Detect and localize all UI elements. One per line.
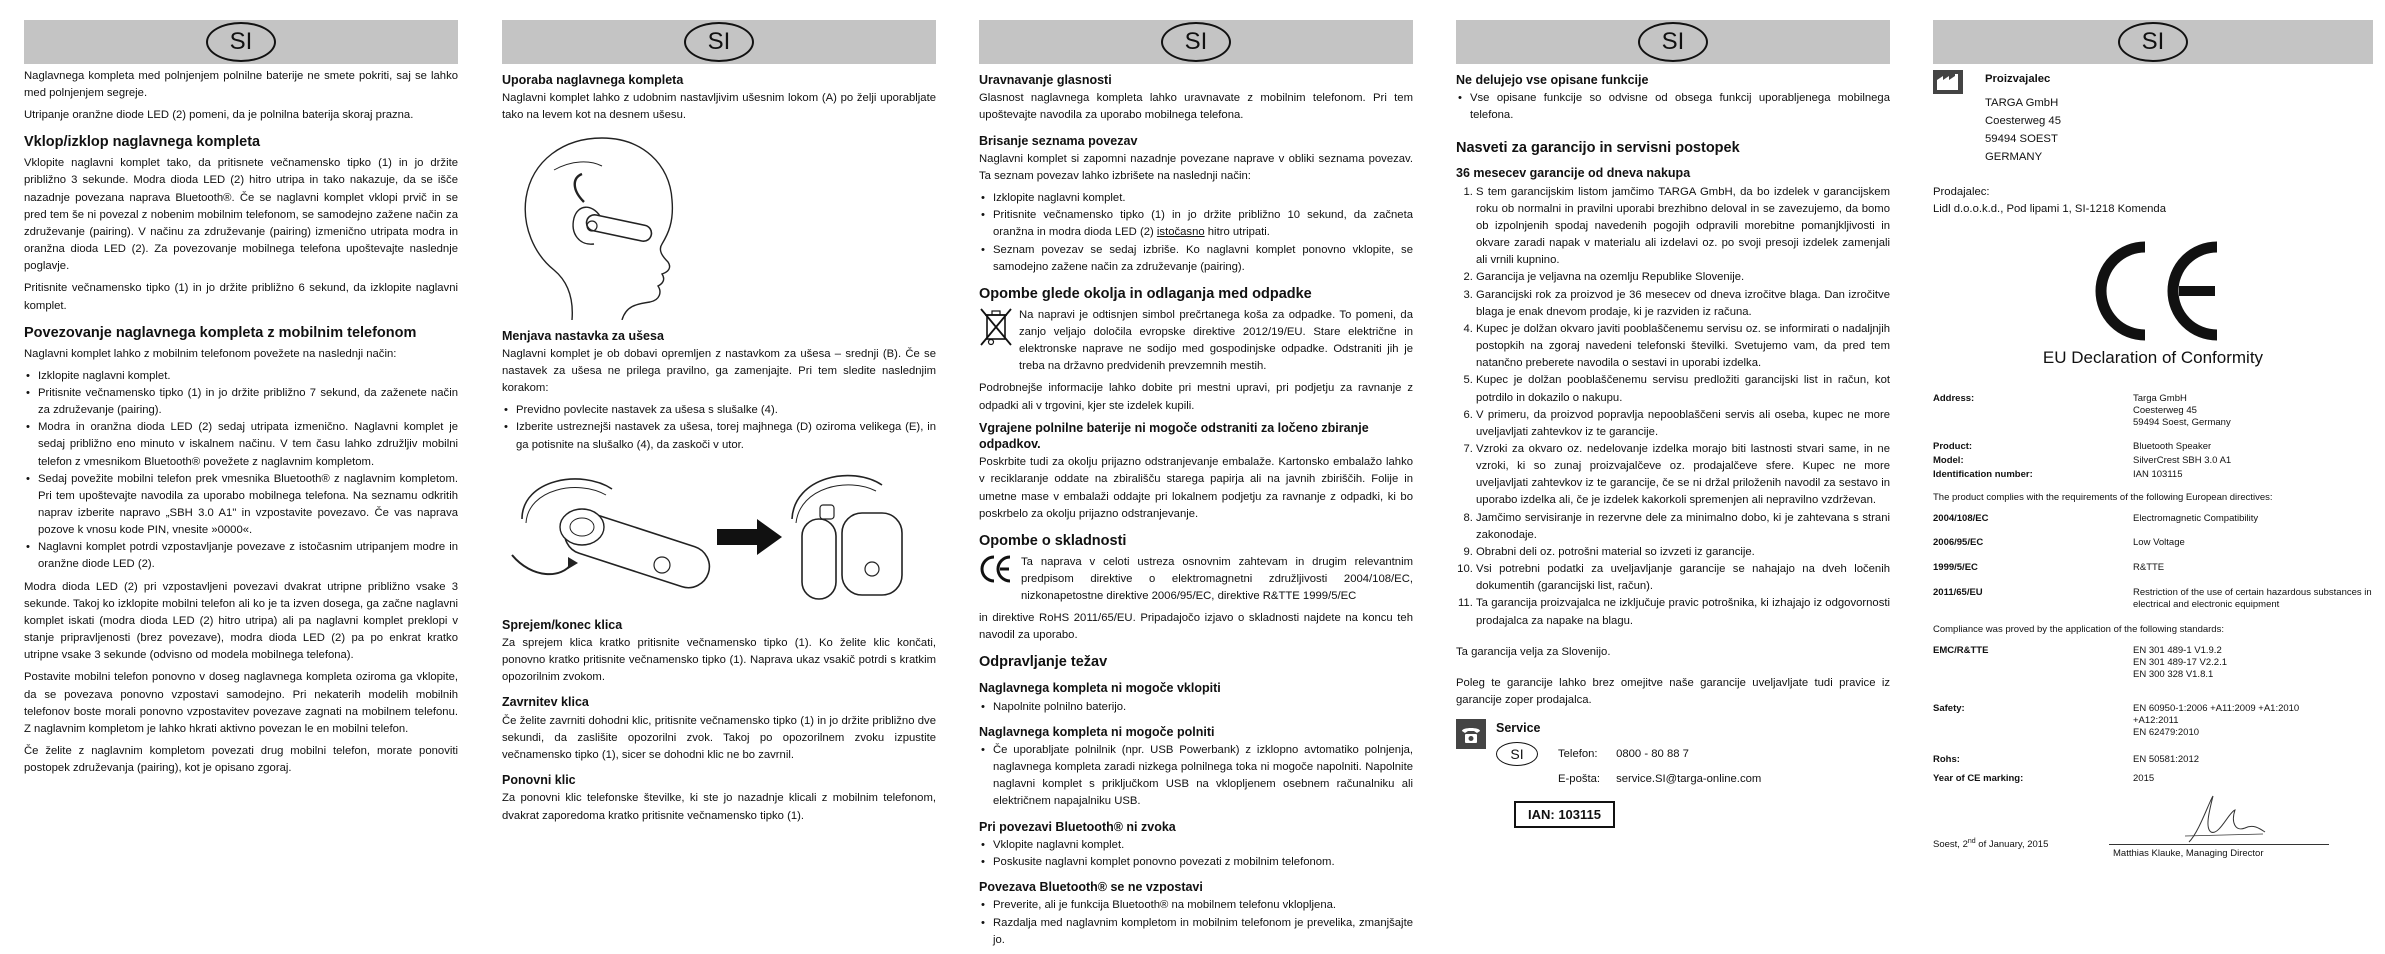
paragraph: Ta naprava v celoti ustreza osnovnim zahtevam in drugim relevantnim predpisom direktive o elektromagnetni združljivosti 2004/108/EC, nizkonapetostne direktive 2006/95/EC, direktive R&TTE 1999/5/EC [1021, 555, 1413, 602]
paragraph: Podrobnejše informacije lahko dobite pri mestni upravi, pri podjetju za ravnanje z odpadki ali v trgovini, kjer ste izdelek kupili. [979, 382, 1413, 412]
bullet-list [979, 699, 1413, 716]
list-item: • Razdalja med naglavnim kompletom in mobilnim telefonom je prevelika, zmanjšajte jo. [993, 915, 1413, 949]
rohs-label: Rohs: [1933, 754, 1960, 766]
service-title: Service [1496, 721, 1541, 736]
manufacturer-details [1985, 70, 2061, 166]
table-row [1933, 440, 2373, 454]
service-details [1496, 719, 1777, 794]
ce-mark-icon [2083, 241, 2223, 341]
year-value: 2015 [2133, 772, 2155, 784]
model-label: Model: [1933, 454, 1964, 466]
text-run: of January, 2015 [1975, 838, 2049, 850]
paragraph: Vklopite naglavni komplet tako, da pritisnete večnamensko tipko (1) in jo držite približno 3 sekunde. Modra dioda LED (2) hitro utripa in tako nakazuje, da se išče nazadnje povezana naprava Bluetooth®. Če se naglavni komplet vklopi prvič in se pred tem še ni povezal z nobenim mobilnim telefonom, se samodejno zažene način za združevanje (pairing). V načinu za združevanje (pairing) izmenično utripata modra in oranžna dioda LED (2). Za povezovanje mobilnega telefona upoštevajte naslednje poglavje. [24, 157, 458, 273]
paragraph: Za sprejem klica kratko pritisnite večnamensko tipko (1). Ko želite klic končati, ponovno kratko pritisnite večnamensko tipko (1). Naprava ukaz vsakič potrdi s kratkim opozorilnim zvokom. [502, 637, 936, 684]
column-4 [1456, 20, 1890, 950]
section-heading: Uporaba naglavnega kompleta [502, 73, 684, 87]
product-value: Bluetooth Speaker [2133, 441, 2212, 453]
language-badge: SI [684, 22, 754, 62]
directive-code: 2011/65/EU [1933, 587, 1983, 599]
language-badge: SI [1638, 22, 1708, 62]
table-row [1933, 454, 2373, 468]
text-run: Soest, 2 [1933, 838, 1968, 850]
email-value: service.SI@targa-online.com [1616, 773, 1762, 786]
language-badge: SI [1161, 22, 1231, 62]
list-item: • Vse opisane funkcije so odvisne od obsega funkcij uporabljenega mobilnega telefona. [1470, 90, 1890, 124]
signature-block [1933, 792, 2373, 862]
ce-mark-icon [979, 554, 1013, 584]
subsection-heading: 36 mesecev garancije od dneva nakupa [1456, 166, 1691, 181]
ce-mark-large [1933, 241, 2373, 341]
paragraph: Naglavni komplet je ob dobavi opremljen z nastavkom za ušesa – srednji (B). Če se nastavek za ušesa ne prilega pravilno, ga zamenjajte. Pri tem sledite naslednjim korakom: [502, 347, 936, 395]
email-label: E-pošta: [1558, 773, 1601, 786]
standard-line: EN 62479:2010 [2133, 727, 2200, 739]
column-5 [1933, 20, 2373, 950]
standard-line: EN 301 489-17 V2.2.1 [2133, 656, 2228, 668]
text-run: Pritisnite večnamensko tipko (1) in jo držite približno 10 sekund, da začneta oranžna in modra dioda LED (2) [993, 209, 1413, 239]
paragraph: Za ponovni klic telefonske številke, ki ste jo nazadnje klicali z mobilnim telefonom, dvakrat zaporedoma kratko pritisnite večnamensko tipko (1). [502, 792, 936, 822]
address-line: Coesterweg 45 [2133, 405, 2197, 417]
list-item: 1. S tem garancijskim listom jamčimo TARGA GmbH, da bo izdelek v garancijskem roku ob normalni in pravilni uporabi brezhibno deloval in se zavezujemo, da bomo ob izpolnjenih spodaj navedenih pogojih odpravili morebitne pomanjkljivosti in okvare zaradi napak v materialu ali izdelavi oz. po svoji presoji izdelek zamenjali ali vrnili kupnino. [1476, 184, 1890, 270]
declaration-title: EU Declaration of Conformity [2042, 347, 2264, 367]
subsection-heading: Pri povezavi Bluetooth® ni zvoka [979, 819, 1176, 834]
ear-tip-change-illustration [502, 459, 936, 609]
crossed-bin-icon [979, 307, 1013, 349]
list-item: 11. Ta garancija proizvajalca ne izključuje pravic potrošnika, ki izhajajo iz odgovornosti prodajalca za napake na blagu. [1476, 595, 1890, 629]
year-label: Year of CE marking: [1933, 772, 2024, 784]
address-line: 59494 Soest, Germany [2133, 417, 2231, 429]
paragraph: Naglavni komplet lahko z udobnim nastavljivim ušesnim lokom (A) po želji uporabljate tako na levem kot na desnem ušesu. [502, 92, 936, 122]
list-item: 9. Obrabni deli oz. potrošni material so izvzeti iz garancije. [1476, 544, 1890, 561]
disposal-row [979, 307, 1413, 381]
service-contact-table [1556, 742, 1777, 794]
factory-icon [1933, 70, 1963, 94]
manufacturer-label: Proizvajalec [1985, 73, 2051, 85]
paragraph: Postavite mobilni telefon ponovno v doseg naglavnega kompleta oziroma ga vklopite, da se povezava ponovno vzpostavi samodejno. Pri nekaterih modelih mobilnih telefonov boste morali ponovno vzpostavitev povezave zagnati na mobilnem telefonu. Z naglavnim kompletom je lahko hkrati aktivno povezan le en mobilni telefon. [24, 671, 458, 735]
section-heading: Zavrnitev klica [502, 695, 589, 710]
manufacturer-line: 59494 SOEST [1985, 133, 2058, 146]
language-badge: SI [2118, 22, 2188, 62]
directive-name: Low Voltage [2133, 537, 2185, 549]
address-label: Address: [1933, 393, 1975, 405]
identification-value: IAN 103115 [2133, 468, 2183, 480]
subsection-heading: Naglavnega kompleta ni mogoče polniti [979, 724, 1215, 739]
signer-name: Matthias Klauke, Managing Director [2113, 847, 2264, 859]
list-item: • Preverite, ali je funkcija Bluetooth® na mobilnem telefonu vklopljena. [993, 897, 1413, 914]
list-item: 2. Garancija je veljavna na ozemlju Republike Slovenije. [1476, 269, 1890, 286]
seller-label: Prodajalec: [1933, 186, 1990, 199]
bullet-list [979, 897, 1413, 948]
column-1 [24, 20, 458, 950]
manufacturer-line: GERMANY [1985, 151, 2043, 164]
paragraph: in direktive RoHS 2011/65/EU. Pripadajočo izjavo o skladnosti najdete na koncu teh navodil za uporabo. [979, 612, 1413, 642]
table-row [1933, 550, 2373, 575]
country-badge: SI [1496, 742, 1538, 766]
warranty-list [1456, 184, 1890, 630]
bullet-list [979, 742, 1413, 811]
phone-value: 0800 - 80 88 7 [1616, 748, 1689, 761]
phone-label: Telefon: [1558, 748, 1598, 761]
table-row [1933, 681, 2373, 740]
declaration-address-table [1933, 392, 2373, 430]
table-row [1558, 744, 1775, 767]
language-header [502, 20, 936, 64]
subsection-heading: Naglavnega kompleta ni mogoče vklopiti [979, 681, 1221, 696]
declaration-body [1933, 392, 2373, 861]
compliance-proved-text: Compliance was proved by the application of the following standards: [1933, 623, 2224, 635]
paragraph: Pritisnite večnamensko tipko (1) in jo držite približno 6 sekund, da izklopite naglavni komplet. [24, 282, 458, 312]
language-header [24, 20, 458, 64]
service-contact-row [1496, 742, 1777, 794]
address-line: Targa GmbH [2133, 393, 2187, 405]
text-run: nd [1967, 837, 1976, 845]
address-value [2133, 392, 2373, 430]
section-heading: Menjava nastavka za ušesa [502, 328, 664, 343]
paragraph: Utripanje oranžne diode LED (2) pomeni, da je polnilna baterija skoraj prazna. [24, 109, 414, 122]
standard-line: EN 301 489-1 V1.9.2 [2133, 644, 2222, 656]
list-item: • Naglavni komplet potrdi vzpostavljanje povezave z istočasnim utripanjem modre in oranžne diode LED (2). [38, 539, 458, 573]
handwritten-signature [2179, 792, 2269, 848]
list-item: 3. Garancijski rok za proizvod je 36 mesecev od dneva izročitve blaga. Dan izročitve blaga je enak dnevom prodaje, ki je razviden iz računa. [1476, 287, 1890, 321]
emc-value [2133, 644, 2373, 682]
section-heading: Sprejem/konec klica [502, 617, 623, 632]
paragraph: Naglavni komplet si zapomni nazadnje povezane naprave v obliki seznama povezav. Ta seznam povezav lahko izbrišete na naslednji način: [979, 152, 1413, 182]
safety-value [2133, 681, 2373, 740]
ian-box: IAN: 103115 [1514, 801, 1615, 829]
list-item: • Vklopite naglavni komplet. [993, 837, 1413, 854]
list-item: 7. Vzroki za okvaro oz. nedelovanje izdelka morajo biti lastnosti stvari same, in ne vzroki, ki so zunaj proizvajalčeve oz. prodajalčeve sfere. Kupec ne more uveljavljati zahtevkov iz te garancije, če se ni držal priloženih navodil za sestavo in uporabo izdelka ali, če je izdelek kakorkoli spremenjen ali nepravilno vzdrževan. [1476, 441, 1890, 510]
list-item: 10. Vsi potrebni podatki za uveljavljanje garancije se nahajajo na dveh ločenih dokumentih (garancijski list, račun). [1476, 561, 1890, 595]
paragraph: Naglavnega kompleta med polnjenjem polnilne baterije ne smete pokriti, saj se lahko med polnjenjem segreje. [24, 70, 458, 100]
directive-code: 2006/95/EC [1933, 537, 1984, 549]
language-badge: SI [206, 22, 276, 62]
subsection-heading: Povezava Bluetooth® se ne vzpostavi [979, 880, 1203, 895]
section-heading: Ponovni klic [502, 773, 576, 788]
bullet-list [1456, 90, 1890, 124]
phone-icon [1456, 719, 1486, 749]
list-item: • Izklopite naglavni komplet. [993, 190, 1413, 207]
standard-line: +A12:2011 [2133, 715, 2179, 727]
list-item: • Če uporabljate polnilnik (npr. USB Powerbank) z izklopno avtomatiko polnjenja, naglavnega kompleta zaradi nizkega polnilnega toka ni mogoče napolniti. Napolnite naglavni komplet s priključkom USB na vklopljenem osebnem računalniku ali električnem napajalniku USB. [993, 742, 1413, 811]
service-block [1456, 719, 1890, 794]
list-item: • Poskusite naglavni komplet ponovno povezati z mobilnim telefonom. [993, 854, 1413, 871]
signature-line [2109, 844, 2329, 845]
table-row [1933, 740, 2373, 767]
standard-line: EN 300 328 V1.8.1 [2133, 668, 2214, 680]
directive-name: Restriction of the use of certain hazardous substances in electrical and electronic equipment [2133, 587, 2372, 611]
column-2 [502, 20, 936, 950]
section-heading: Brisanje seznama povezav [979, 133, 1138, 148]
section-heading: Vklop/izklop naglavnega kompleta [24, 134, 261, 151]
list-item: • Izklopite naglavni komplet. [38, 368, 458, 385]
section-heading: Nasveti za garancijo in servisni postopek [1456, 139, 1740, 156]
directive-code: 1999/5/EC [1933, 562, 1978, 574]
manufacturer-block [1933, 70, 2373, 166]
paragraph: Če želite zavrniti dohodni klic, pritisnite večnamensko tipko (1) in jo držite približno dve sekundi, da zaslišite opozorilni zvok. Takoj po opozorilnem zvoku izpustite večnamensko tipko (1), sicer se dohodni klic ne bo zavrnil. [502, 714, 936, 762]
list-item: • Previdno povlecite nastavek za ušesa s slušalke (4). [516, 402, 936, 419]
list-item: 6. V primeru, da proizvod popravlja nepooblaščeni servis ali oseba, kupec ne more uveljavljati zahtevkov iz te garancije. [1476, 407, 1890, 441]
list-item: • Napolnite polnilno baterijo. [993, 699, 1413, 716]
head-wearing-headset-illustration [502, 130, 702, 320]
section-heading: Opombe glede okolja in odlaganja med odpadke [979, 285, 1312, 302]
paragraph: Naglavni komplet lahko z mobilnim telefonom povežete na naslednji način: [24, 347, 397, 360]
section-heading: Vgrajene polnilne baterije ni mogoče odstraniti za ločeno zbiranje odpadkov. [979, 420, 1369, 451]
manufacturer-line: TARGA GmbH [1985, 97, 2059, 110]
section-heading: Odpravljanje težav [979, 654, 1108, 671]
list-item: • Izberite ustreznejši nastavek za ušesa, torej majhnega (D) oziroma velikega (E), in ga potisnite na slušalko (4), da zaskoči v utor. [516, 419, 936, 453]
paragraph: Poleg te garancije lahko brez omejitve naše garancije uveljavljate tudi pravice iz garancije zoper prodajalca. [1456, 676, 1890, 707]
list-item: • Seznam povezav se sedaj izbriše. Ko naglavni komplet ponovno vklopite, se samodejno zažene način za združevanje (pairing). [993, 242, 1413, 276]
language-header [979, 20, 1413, 64]
product-label: Product: [1933, 441, 1973, 453]
place-date [1933, 838, 2048, 851]
table-row [1933, 468, 2373, 482]
seller-value: Lidl d.o.o.k.d., Pod lipami 1, SI-1218 Komenda [1933, 203, 2166, 216]
language-header [1933, 20, 2373, 64]
table-row [1933, 392, 2373, 430]
section-heading: Opombe o skladnosti [979, 532, 1127, 549]
standards-table [1933, 644, 2373, 786]
table-row [1558, 769, 1775, 792]
paragraph: Ta garancija velja za Slovenijo. [1456, 645, 1611, 658]
standard-line: EN 60950-1:2006 +A11:2009 +A1:2010 [2133, 703, 2300, 715]
list-item: • Modra in oranžna dioda LED (2) sedaj utripata izmenično. Naglavni komplet je sedaj približno eno minuto v iskalnem načinu. V tem času lahko združljiv mobilni telefon z vmesnikom Bluetooth® povežete z naglavnim kompletom. [38, 419, 458, 470]
emc-label: EMC/R&TTE [1933, 644, 1989, 656]
paragraph: Modra dioda LED (2) pri vzpostavljeni povezavi dvakrat utripne približno vsake 3 sekunde. Takoj ko izklopite mobilni telefon ali ko je ta izven dosega, ga začne naglavni komplet iskati (modra dioda LED (2) hitro utripa) ali pa naglavni komplet preklopi v stanje pripravljenosti (brez povezave), modra dioda LED (2) pa po enkrat kratko utripne vsake 3 sekunde (odvisno od modela mobilnega telefona). [24, 580, 458, 662]
bullet-list [979, 190, 1413, 276]
list-item: 4. Kupec je dolžan okvaro javiti pooblaščenemu servisu oz. se informirati o nadaljnjih postopkih na zgoraj navedeni telefonski številki. Svetujemo vam, da pred tem natančno preberete navodila o sestavi in uporabi izdelka. [1476, 321, 1890, 372]
paragraph: Glasnost naglavnega kompleta lahko uravnavate z mobilnim telefonom. Pri tem upoštevajte navodila za uporabo mobilnega telefona. [979, 92, 1413, 122]
directives-table [1933, 512, 2373, 612]
table-row [1933, 512, 2373, 526]
table-row [1933, 525, 2373, 550]
list-item: 5. Kupec je dolžan pooblaščenemu servisu predložiti garancijski list in račun, kot potrdilo in dokazilo o nakupu. [1476, 372, 1890, 406]
directive-code: 2004/108/EC [1933, 512, 1989, 524]
directive-name: R&TTE [2133, 562, 2165, 574]
text-run: hitro utripati. [1204, 226, 1270, 239]
section-heading: Povezovanje naglavnega kompleta z mobilnim telefonom [24, 324, 417, 341]
language-header [1456, 20, 1890, 64]
list-item: 8. Jamčimo servisiranje in rezervne dele za minimalno dobo, ki je zahtevana s strani zakonodaje. [1476, 510, 1890, 544]
column-3 [979, 20, 1413, 950]
list-item: • Pritisnite večnamensko tipko (1) in jo držite približno 7 sekund, da zaženete način za združevanje (pairing). [38, 385, 458, 419]
list-item: • Sedaj povežite mobilni telefon prek vmesnika Bluetooth® z naglavnim kompletom. Pri tem upoštevajte navodila za uporabo mobilnega telefona. Na seznamu odkritih naprav izberite napravo „SBH 3.0 A1" in vzpostavite povezavo. Če vas naprava pozove k vnosu kode PIN, vnesite »0000«. [38, 471, 458, 540]
section-heading: Ne delujejo vse opisane funkcije [1456, 73, 1649, 87]
complies-text: The product complies with the requirements of the following European directives: [1933, 491, 2273, 503]
section-heading: Uravnavanje glasnosti [979, 73, 1112, 87]
directive-name: Electromagnetic Compatibility [2133, 512, 2259, 524]
bullet-list [24, 368, 458, 574]
manufacturer-line: Coesterweg 45 [1985, 115, 2061, 128]
bullet-list [502, 402, 936, 453]
rohs-value: EN 50581:2012 [2133, 754, 2200, 766]
bullet-list [979, 837, 1413, 871]
paragraph: Če želite z naglavnim kompletom povezati drug mobilni telefon, morate ponoviti postopek združevanja (pairing), kot je opisano zgoraj. [24, 745, 458, 775]
identification-label: Identification number: [1933, 468, 2033, 480]
underlined-text: istočasno [1156, 226, 1205, 239]
declaration-product-table [1933, 440, 2373, 482]
paragraph: Na napravi je odtisnjen simbol prečrtanega koša za odpadke. To pomeni, da zanjo veljajo določila evropske direktive 2012/19/EU. Stare električne in elektronske naprave ne sodijo med gospodinjske odpadke. Odstraniti jih je treba na državno predvidenih prevzemnih mestih. [1019, 308, 1413, 373]
model-value: SilverCrest SBH 3.0 A1 [2133, 454, 2232, 466]
safety-label: Safety: [1933, 703, 1965, 715]
paragraph: Poskrbite tudi za okolju prijazno odstranjevanje embalaže. Kartonsko embalažo lahko v reciklaranje oddate na zbirališču starega papirja ali na javnih zbiriščih. Folije in umetne mase v embalaži oddajte pri lokalnem podjetju za ravnanje z odpadki, ki bo poskrbelo za okolju prijazno odstranjevanje. [979, 456, 1413, 520]
list-item [993, 207, 1413, 241]
conformity-row [979, 554, 1413, 610]
table-row [1933, 767, 2373, 786]
table-row [1933, 575, 2373, 612]
table-row [1933, 644, 2373, 682]
